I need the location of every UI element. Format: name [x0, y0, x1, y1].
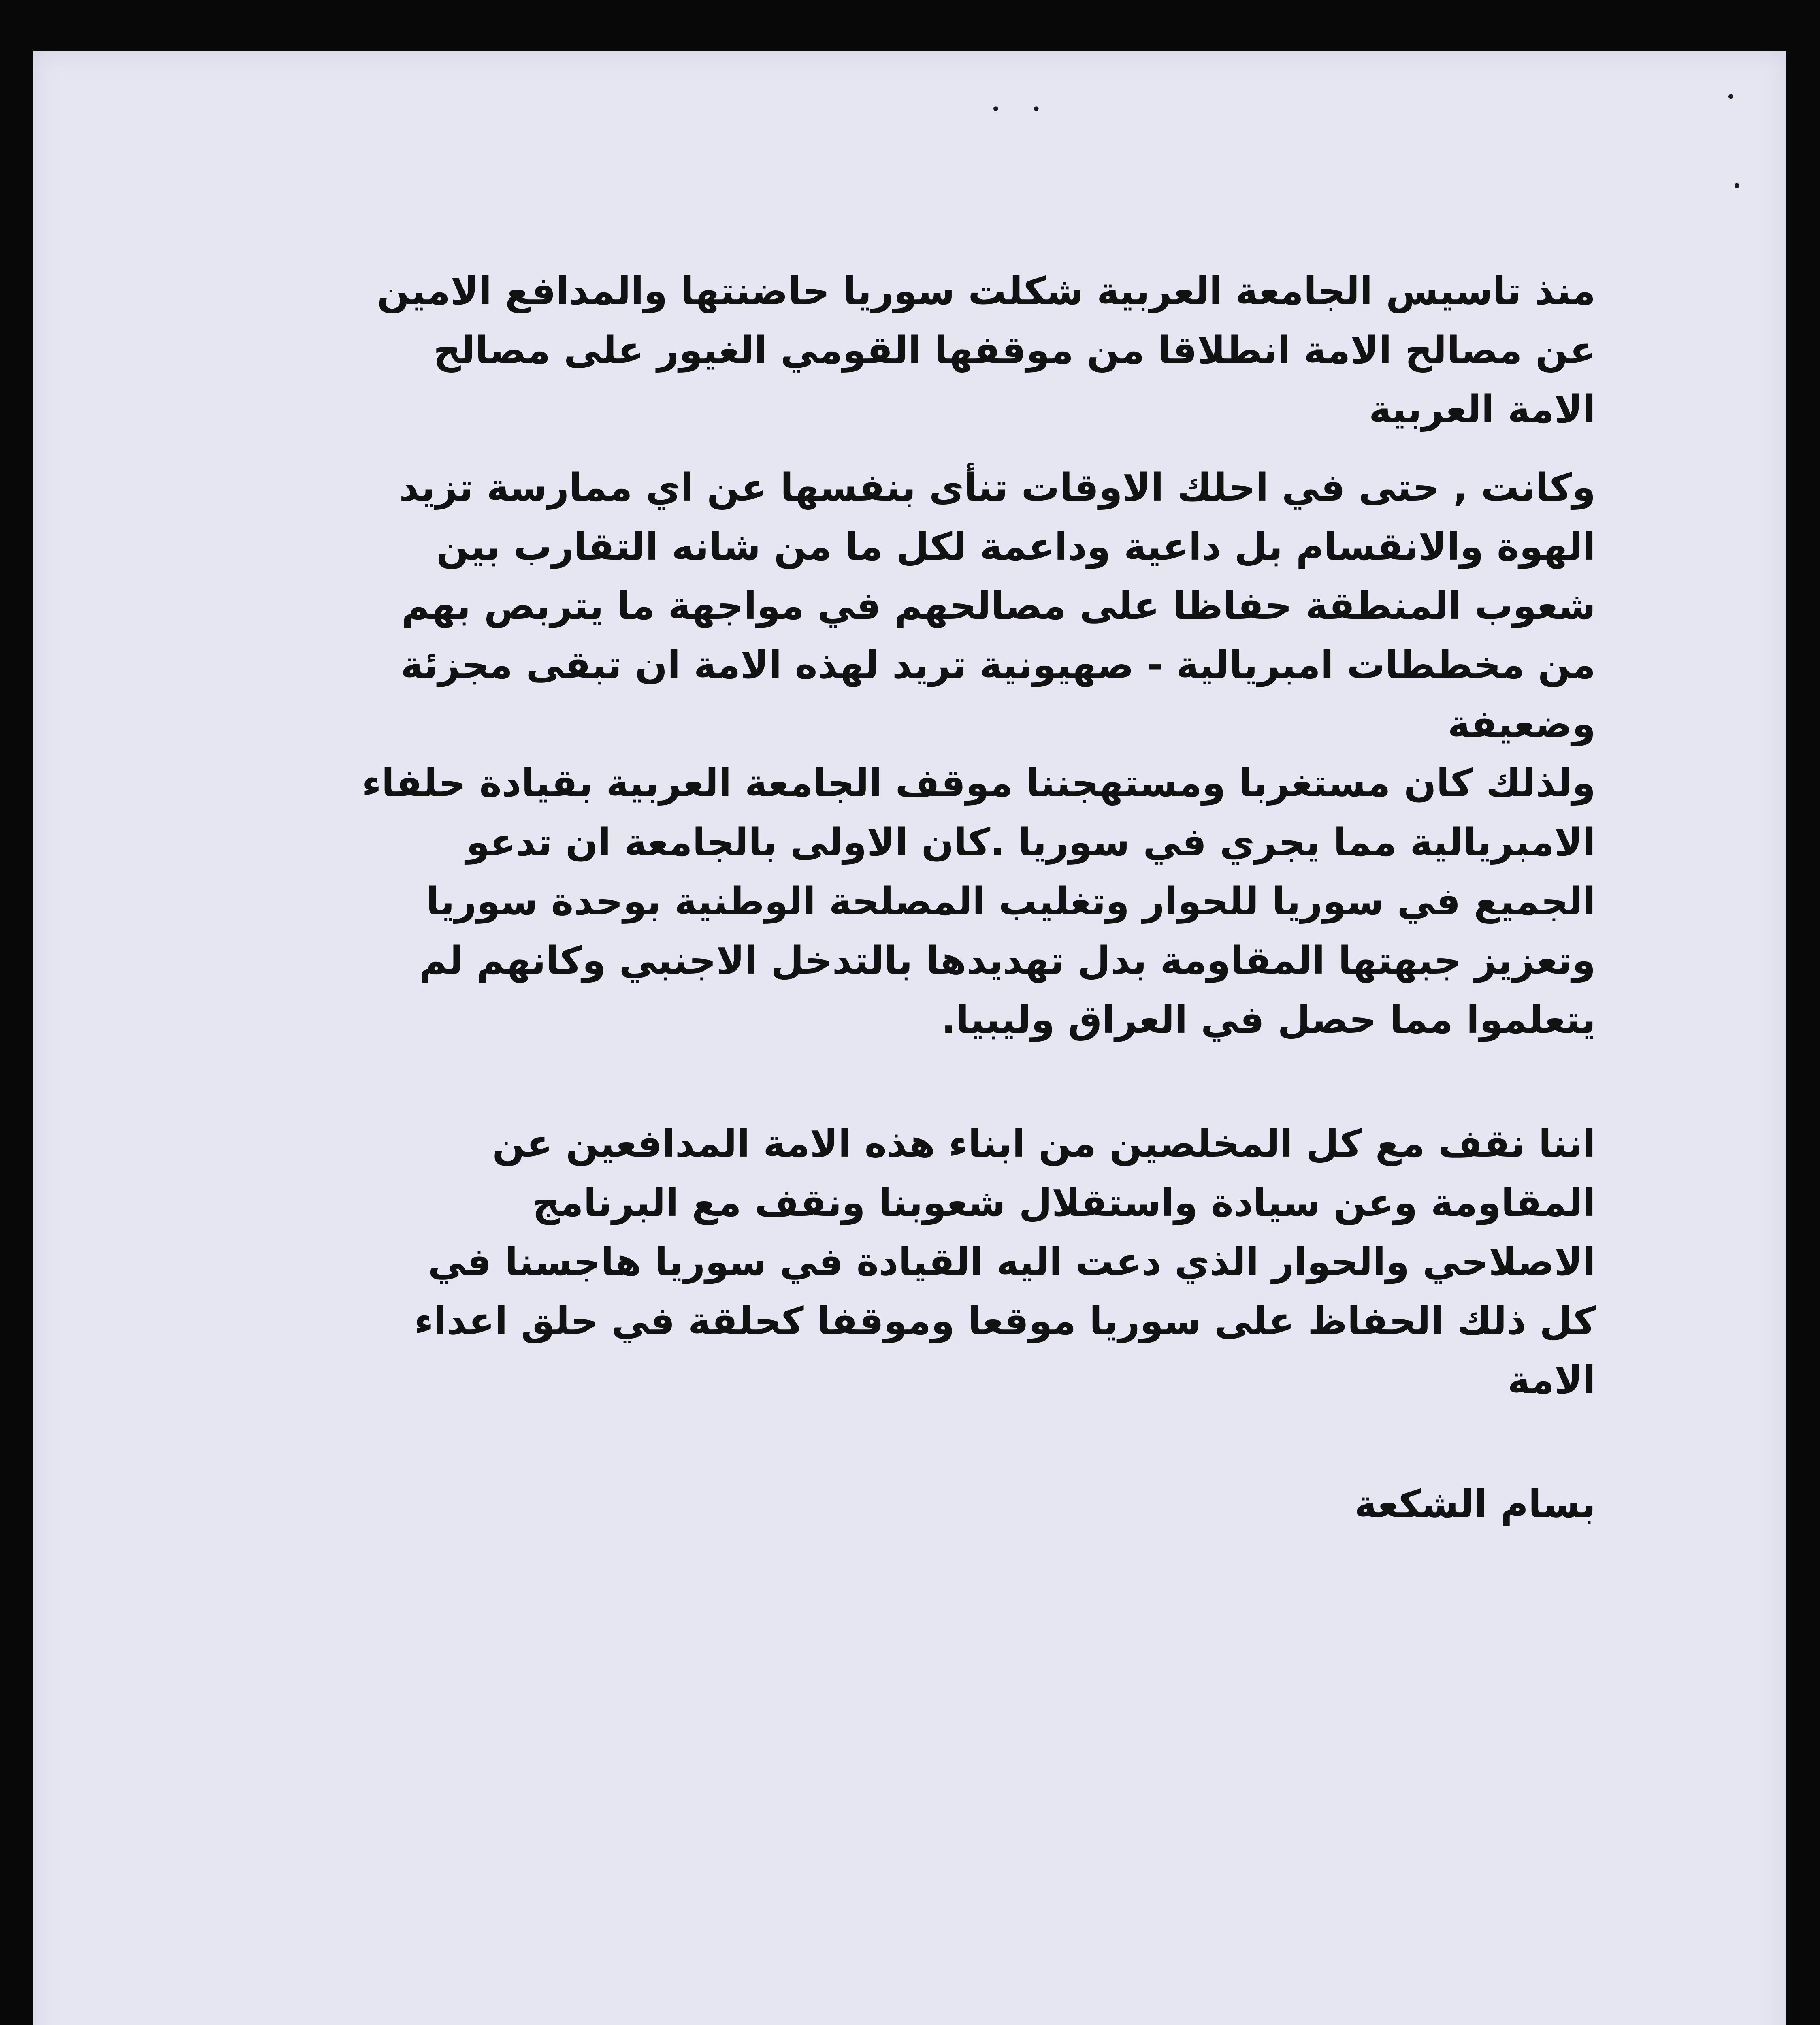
paragraph-3: ولذلك كان مستغربا ومستهجننا موقف الجامعة العربية بقيادة حلفاء الامبريالية مما يجري في سوريا .كان الاولى بالجامعة ان تدعو الجميع في سوريا للحوار وتغليب المصلحة الوطنية بوحدة سوريا وتعزيز جبهتها المقاومة بدل تهديدها بالتدخل الاجنبي وكانهم لم يتعلموا مما حصل في العراق وليبيا. — [362, 761, 1596, 1042]
speck-mark: • — [1726, 88, 1736, 107]
paragraph-1: منذ تاسيس الجامعة العربية شكلت سوريا حاضنتها والمدافع الامين عن مصالح الامة انطلاقا من موقفها القومي الغيور على مصالح الامة العربية — [377, 269, 1596, 432]
speck-mark: • — [1031, 100, 1041, 119]
speck-mark: • — [991, 100, 1001, 119]
speck-mark: • — [1732, 177, 1742, 196]
document-page — [33, 51, 1786, 2025]
paragraph-2: وكانت , حتى في احلك الاوقات تنأى بنفسها عن اي ممارسة تزيد الهوة والانقسام بل داعية وداعمة لكل ما من شانه التقارب بين شعوب المنطقة حفاظا على مصالحهم في مواجهة ما يتربص بهم من مخططات امبريالية - صهيونية تريد لهذه الامة ان تبقى مجزئة وضعيفة — [399, 466, 1596, 746]
paragraph-4: اننا نقف مع كل المخلصين من ابناء هذه الامة المدافعين عن المقاومة وعن سيادة واستقلال شعوبنا ونقف مع البرنامج الاصلاحي والحوار الذي دعت اليه القيادة في سوريا هاجسنا في كل ذلك الحفاظ على سوريا موقعا وموقفا كحلقة في حلق اعداء الامة — [414, 1122, 1596, 1403]
signature-name: بسام الشكعة — [1354, 1482, 1596, 1526]
